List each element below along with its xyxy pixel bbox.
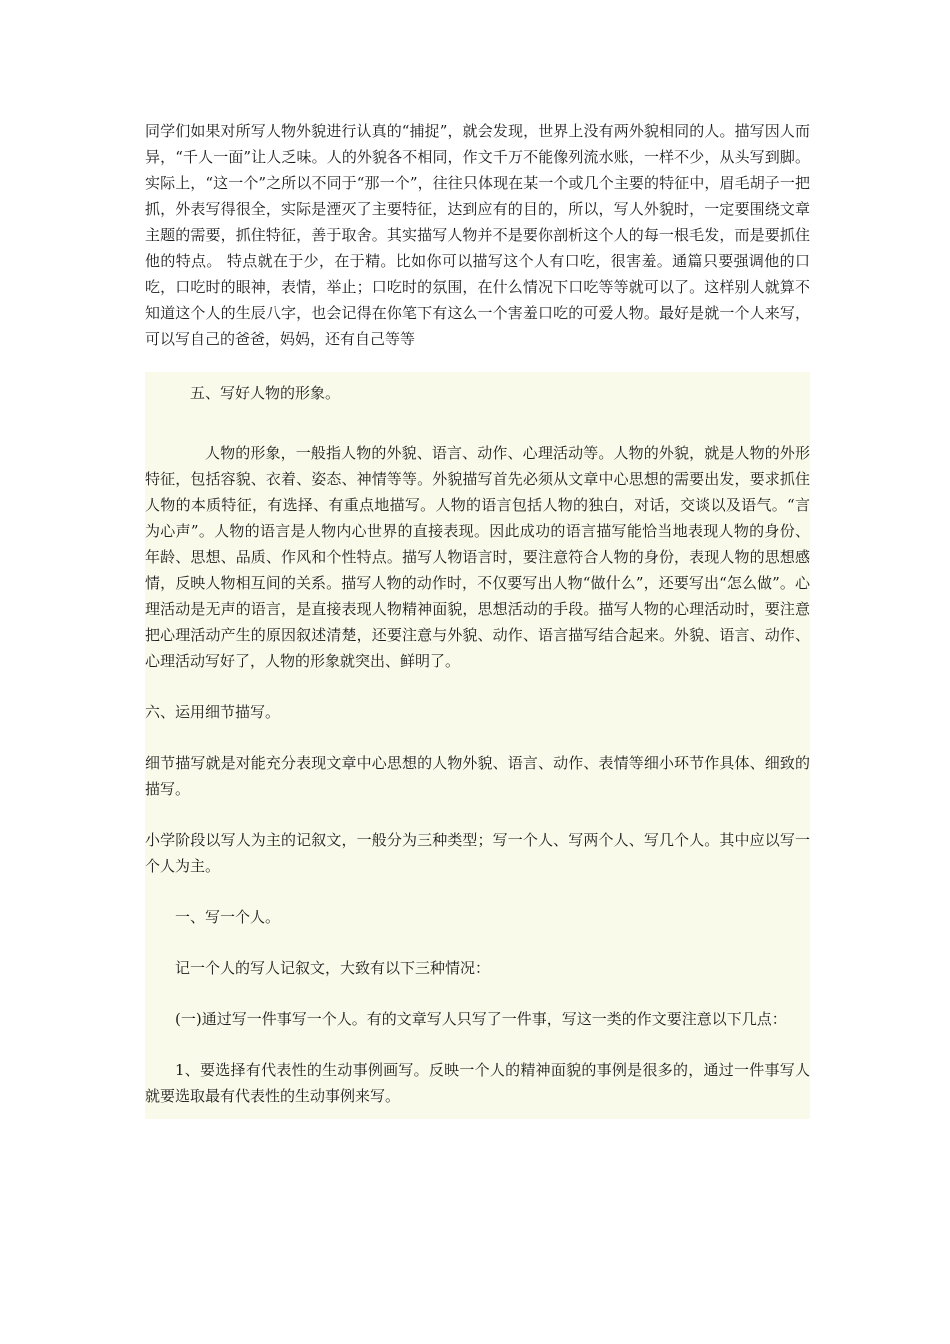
section5-heading: 五、写好人物的形象。: [190, 384, 341, 402]
document-page: [145, 118, 810, 1119]
point1-paragraph: 1、要选择有代表性的生动事例画写。反映一个人的精神面貌的事例是很多的，通过一件事写人就要选取最有代表性的生动事例来写。: [145, 1061, 810, 1105]
primary-school-paragraph: 小学阶段以写人为主的记叙文，一般分为三种类型；写一个人、写两个人、写几个人。其中应以写一个人为主。: [145, 831, 810, 875]
part1-heading: 一、写一个人。: [175, 908, 281, 926]
section5-body: 人物的形象，一般指人物的外貌、语言、动作、心理活动等。人物的外貌，就是人物的外形特征，包括容貌、衣着、姿态、神情等等。外貌描写首先必须从文章中心思想的需要出发，要求抓住人物的本质特征，有选择、有重点地描写。人物的语言包括人物的独白，对话，交谈以及语气。“言为心声”。人物的语言是人物内心世界的直接表现。因此成功的语言描写能恰当地表现人物的身份、年龄、思想、品质、作风和个性特点。描写人物语言时，要注意符合人物的身份，表现人物的思想感情，反映人物相互间的关系。描写人物的动作时，不仅要写出人物“做什么”，还要写出“怎么做”。心理活动是无声的语言，是直接表现人物精神面貌，思想活动的手段。描写人物的心理活动时，要注意把心理活动产生的原因叙述清楚，还要注意与外貌、动作、语言描写结合起来。外貌、语言、动作、心理活动写好了，人物的形象就突出、鲜明了。: [145, 444, 810, 670]
intro-paragraph: 同学们如果对所写人物外貌进行认真的“捕捉”，就会发现，世界上没有两外貌相同的人。描写因人而异，“千人一面”让人乏味。人的外貌各不相同，作文千万不能像列流水账，一样不少，从头写到脚。实际上，“这一个”之所以不同于“那一个”，往往只体现在某一个或几个主要的特征中，眉毛胡子一把抓，外表写得很全，实际是湮灭了主要特征，达到应有的目的，所以，写人外貌时，一定要围绕文章主题的需要，抓住特征，善于取舍。其实描写人物并不是要你剖析这个人的每一根毛发，而是要抓住他的特点。 特点就在于少，在于精。比如你可以描写这个人有口吃，很害羞。通篇只要强调他的口吃，口吃时的眼神，表情，举止；口吃时的氛围，在什么情况下口吃等等就可以了。这样别人就算不知道这个人的生辰八字，也会记得在你笔下有这么一个害羞口吃的可爱人物。最好是就一个人来写，可以写自己的爸爸，妈妈，还有自己等等: [145, 118, 810, 352]
section6-heading: 六、运用细节描写。: [145, 703, 281, 721]
part1-intro: 记一个人的写人记叙文，大致有以下三种情况：: [175, 959, 491, 977]
case1-paragraph: (一)通过写一件事写一个人。有的文章写人只写了一件事，写这一类的作文要注意以下几点：: [175, 1010, 787, 1028]
section6-body: 细节描写就是对能充分表现文章中心思想的人物外貌、语言、动作、表情等细小环节作具体、细致的描写。: [145, 754, 810, 798]
shaded-content-block: [145, 372, 810, 1119]
